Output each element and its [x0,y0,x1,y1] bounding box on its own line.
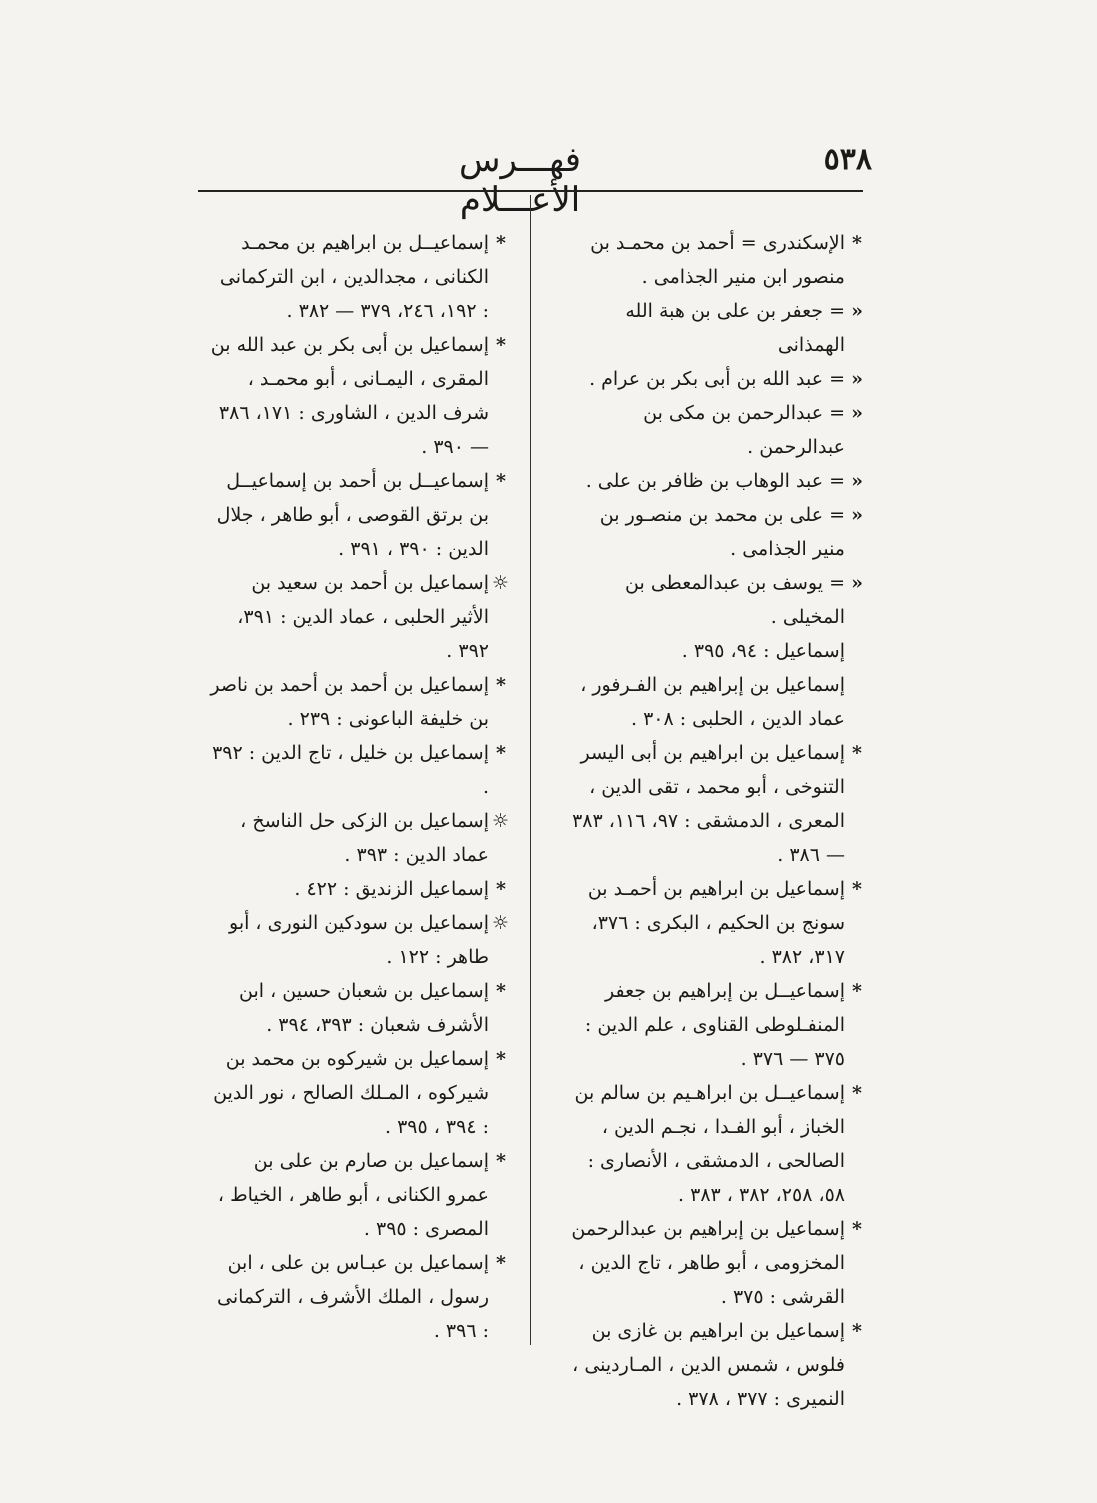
index-entry [565,464,865,498]
entry-marker: ☼ [491,810,509,832]
index-entry [209,226,509,328]
index-entry [209,464,509,566]
index-entry [565,736,865,872]
index-entry [565,498,865,566]
page-number: ٥٣٨ [823,142,872,177]
entry-marker: « [851,402,863,424]
entry-marker: * [496,980,506,1002]
entry-marker: * [852,1218,862,1240]
index-entry [209,1144,509,1246]
entry-marker: « [851,368,863,390]
entry-text: = جعفر بن على بن هبة الله الهمذانى [625,300,845,356]
entry-text: = عبد الله بن أبى بكر بن عرام . [589,368,845,390]
column-divider [530,195,531,1345]
entry-marker: * [496,742,506,764]
entry-text: إسماعيــل بن ابراهـيم بن سالم بن الخباز ، أبو الفـدا ، نجـم الدين ، الصالحى ، الدمشقى ، الأنصارى : ٥٨، ٢٥٨، ٣٨٢ ، ٣٨٣ . [574,1082,845,1206]
index-entry [565,226,865,294]
entry-marker: * [852,878,862,900]
entry-text: الإسكندرى = أحمد بن محمـد بن منصور ابن منير الجذامى . [590,232,845,288]
entry-text: إسماعيل بن ابراهيم بن غازى بن فلوس ، شمس الدين ، المـاردينى ، النميرى : ٣٧٧ ، ٣٧٨ . [572,1320,845,1410]
index-entry [565,668,865,736]
index-entry [209,1246,509,1348]
index-entry [565,634,865,668]
index-entry [565,294,865,362]
entry-text: إسماعيل بن عبـاس بن على ، ابن رسول ، الملك الأشرف ، التركمانى : ٣٩٦ . [217,1252,489,1342]
index-entry [209,328,509,464]
entry-text: إسماعيل بن أبى بكر بن عبد الله بن المقرى ، اليمـانى ، أبو محمـد ، شرف الدين ، الشاورى : ١٧١، ٣٨٦ — ٣٩٠ . [210,334,489,458]
entry-text: = عبدالرحمن بن مكى بن عبدالرحمن . [643,402,845,458]
entry-marker: * [852,232,862,254]
entry-text: إسماعيل بن الزكى حل الناسخ ، عماد الدين : ٣٩٣ . [240,810,489,866]
entry-marker: ☼ [491,912,509,934]
entry-text: إسماعيــل بن أحمد بن إسماعيــل بن برتق القوصى ، أبو طاهر ، جلال الدين : ٣٩٠ ، ٣٩١ . [216,470,489,560]
index-entry [209,1042,509,1144]
entry-text: إسماعيل بن أحمد بن سعيد بن الأثير الحلبى ، عماد الدين : ٣٩١، ٣٩٢ . [237,572,489,662]
index-entry [565,362,865,396]
index-entry [209,974,509,1042]
entry-marker: * [496,1048,506,1070]
entry-text: إسماعيل بن أحمد بن أحمد بن ناصر بن خليفة الباعونى : ٢٣٩ . [210,674,489,730]
entry-marker: * [496,878,506,900]
right-column [565,226,865,1416]
entry-text: إسماعيل الزنديق : ٤٢٢ . [294,878,489,900]
entry-text: إسماعيل بن سودكين النورى ، أبو طاهر : ١٢٢ . [229,912,489,968]
entry-marker: * [852,1082,862,1104]
entry-text: إسماعيــل بن إبراهيم بن جعفر المنفـلوطى القناوى ، علم الدين : ٣٧٥ — ٣٧٦ . [584,980,845,1070]
entry-marker: * [496,1252,506,1274]
entry-marker: * [852,1320,862,1342]
index-entry [565,566,865,634]
index-entry [565,974,865,1076]
page-title: فهـــرس الأعـــلام [458,140,582,220]
entry-marker: * [852,980,862,1002]
index-entry [209,566,509,668]
entry-marker: « [851,470,863,492]
index-entry [565,1076,865,1212]
index-entry [565,872,865,974]
entry-marker: « [851,504,863,526]
entry-text: إسماعيل بن ابراهيم بن أبى اليسر التنوخى ، أبو محمد ، تقى الدين ، المعرى ، الدمشقى : ٩٧، ١١٦، ٣٨٣ — ٣٨٦ . [572,742,845,866]
entry-text: = عبد الوهاب بن ظافر بن على . [585,470,845,492]
entry-marker: * [496,232,506,254]
entry-marker: « [851,300,863,322]
entry-text: إسماعيل بن إبراهيم بن الفـرفور ، عماد الدين ، الحلبى : ٣٠٨ . [580,674,845,730]
entry-marker: * [496,674,506,696]
index-entry [209,736,509,804]
entry-text: إسماعيل بن شعبان حسين ، ابن الأشرف شعبان : ٣٩٣، ٣٩٤ . [239,980,489,1036]
left-column [209,226,509,1348]
index-entry [209,668,509,736]
index-entry [565,396,865,464]
entry-marker: « [851,572,863,594]
entry-marker: * [496,1150,506,1172]
header-rule [198,190,863,192]
entry-text: = على بن محمد بن منصـور بن منير الجذامى . [599,504,845,560]
index-entry [209,804,509,872]
entry-text: = يوسف بن عبدالمعطى بن المخيلى . [625,572,845,628]
entry-text: إسماعيل بن إبراهيم بن عبدالرحمن المخزومى ، أبو طاهر ، تاج الدين ، القرشى : ٣٧٥ . [571,1218,845,1308]
entry-marker: * [496,470,506,492]
entry-text: إسماعيل بن شيركوه بن محمد بن شيركوه ، المـلك الصالح ، نور الدين : ٣٩٤ ، ٣٩٥ . [213,1048,489,1138]
entry-text: إسماعيل بن صارم بن على بن عمرو الكنانى ، أبو طاهر ، الخياط ، المصرى : ٣٩٥ . [217,1150,489,1240]
entry-marker: * [852,742,862,764]
index-entry [565,1212,865,1314]
entry-text: إسماعيل بن ابراهيم بن أحمـد بن سونج بن الحكيم ، البكرى : ٣٧٦، ٣١٧، ٣٨٢ . [587,878,845,968]
entry-text: إسماعيل : ٩٤، ٣٩٥ . [681,640,845,662]
index-entry [565,1314,865,1416]
entry-marker: ☼ [491,572,509,594]
entry-text: إسماعيل بن خليل ، تاج الدين : ٣٩٢ . [212,742,489,798]
entry-text: إسماعيــل بن ابراهيم بن محمـد الكنانى ، مجدالدين ، ابن التركمانى : ١٩٢، ٢٤٦، ٣٧٩ — ٣٨٢ . [219,232,489,322]
index-entry [209,872,509,906]
entry-marker: * [496,334,506,356]
index-entry [209,906,509,974]
